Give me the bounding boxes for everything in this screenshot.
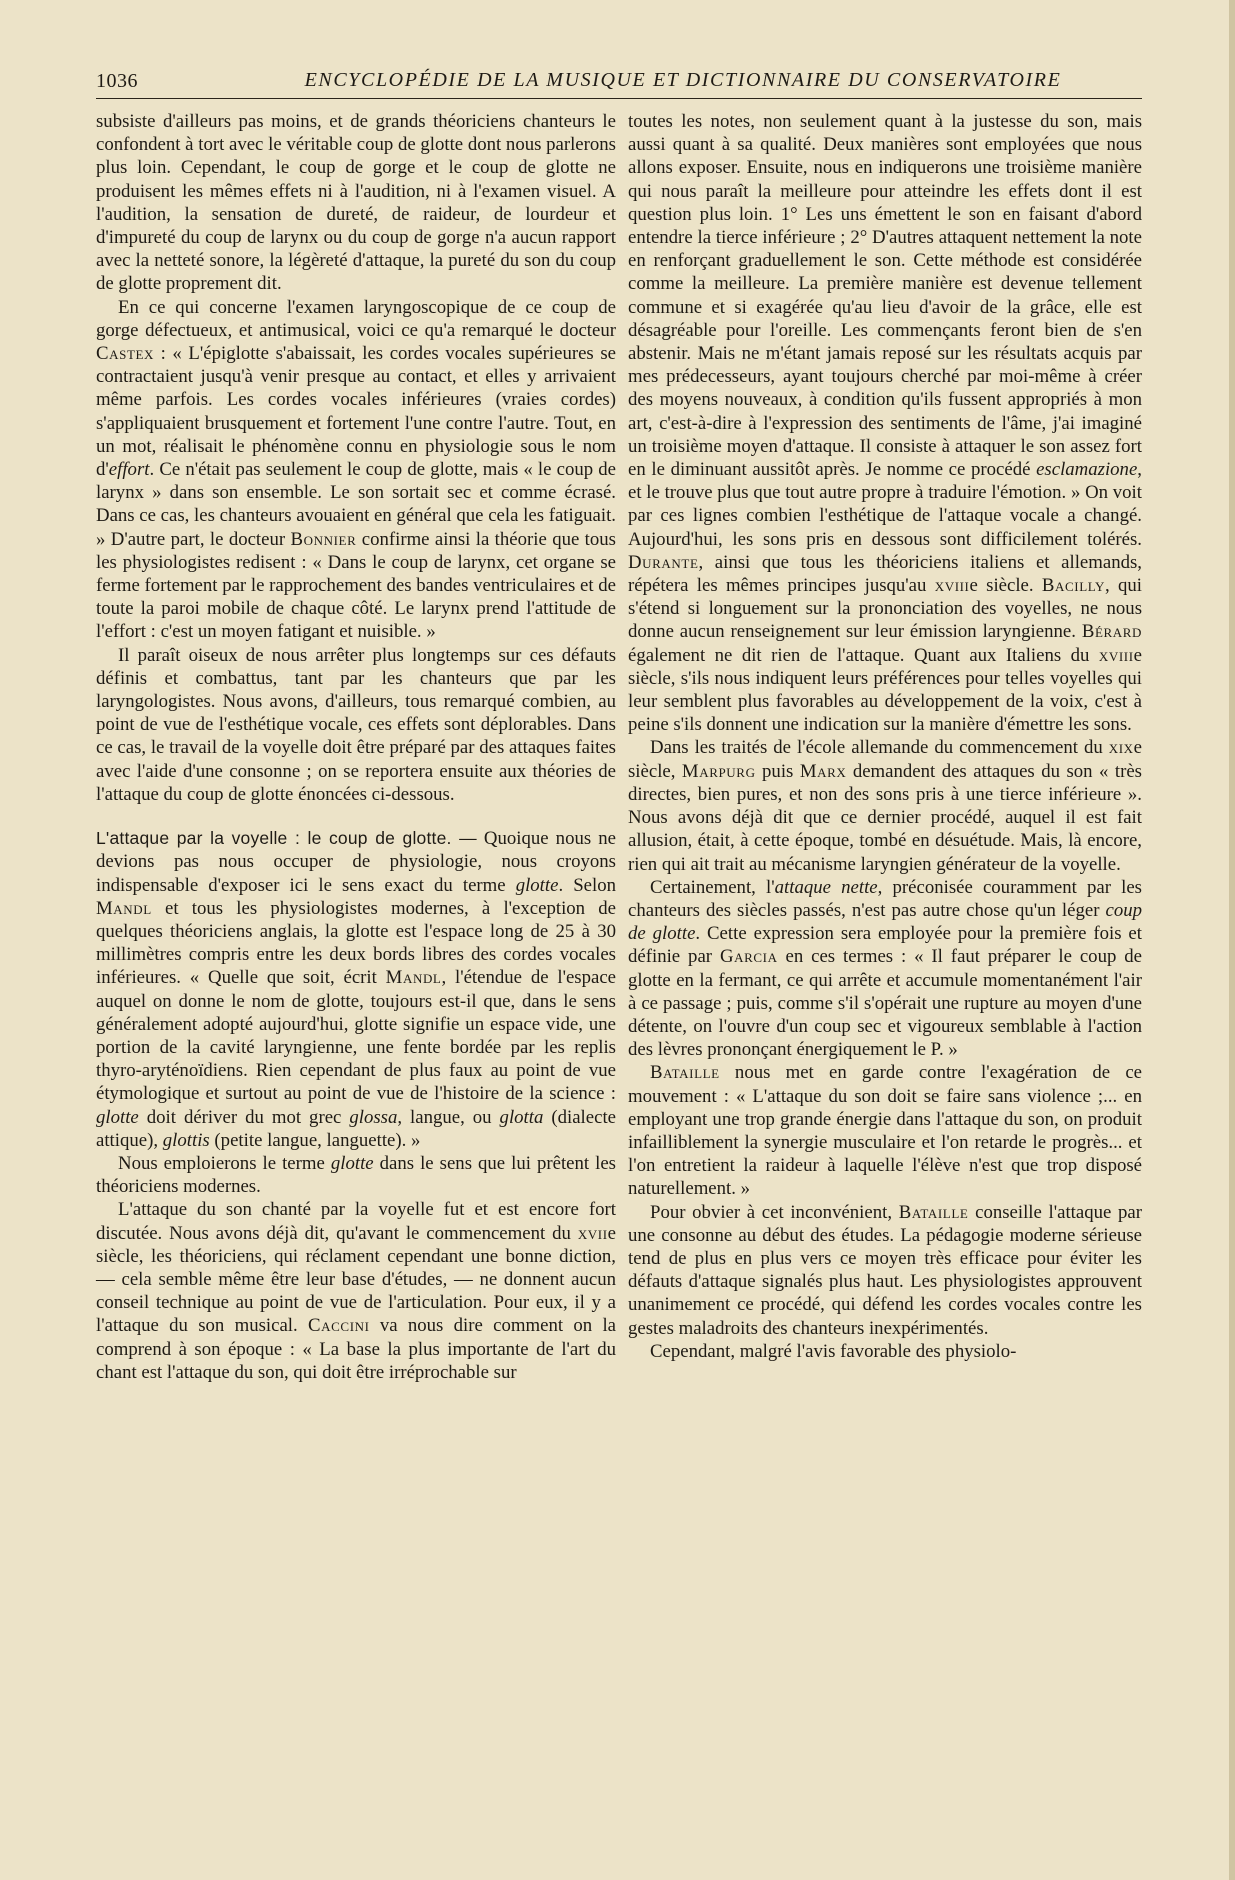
author-name: Mandl bbox=[385, 967, 442, 989]
left-column bbox=[96, 110, 616, 1384]
text-run: Certainement, l' bbox=[650, 876, 775, 898]
page-header bbox=[96, 66, 1142, 99]
paragraph: subsiste d'ailleurs pas moins, et de grands théoriciens chanteurs le confondent à tort avec le véritable coup de glotte dont nous parlerons plus loin. Cependant, le coup de gorge et le coup de glotte ne produisent les mêmes effets ni à l'audition, ni à l'examen visuel. A l'audition, la sensation de dureté, de raideur, de lourdeur et d'impureté du coup de larynx ou du coup de gorge n'a aucun rapport avec la netteté sonore, la légèreté d'attaque, la pureté du son du coup de glotte proprement dit. bbox=[96, 111, 616, 295]
author-name: Bataille bbox=[650, 1062, 720, 1084]
text-run: doit dériver du mot grec bbox=[138, 1106, 350, 1128]
text-run: (dialecte attique), bbox=[96, 1106, 616, 1151]
paragraph bbox=[628, 110, 1142, 736]
text-run: Nous emploierons le terme bbox=[118, 1152, 331, 1174]
running-title: ENCYCLOPÉDIE DE LA MUSIQUE ET DICTIONNAIRE DU CONSERVATOIRE bbox=[304, 69, 1062, 91]
page-number: 1036 bbox=[96, 70, 138, 92]
paragraph: Cependant, malgré l'avis favorable des physiolo- bbox=[650, 1340, 1017, 1362]
text-run: (petite langue, languette). » bbox=[209, 1129, 421, 1151]
text-run: , l'étendue de l'espace auquel on donne le nom de glotte, toujours est-il que, dans le sens généralement adopté aujourd'hui, glotte signifie un espace vide, une portion de la cavité laryngienne, une fente bordée par les replis thyro-aryténoïdiens. Rien cependant de plus faux au point de vue étymologique et surtout au point de vue de l'histoire de la science : bbox=[96, 967, 617, 1105]
text-run: , préconisée couramment par les chanteurs des siècles passés, n'est pas autre chose qu'un léger bbox=[628, 876, 1142, 921]
italic-term: attaque nette bbox=[774, 876, 878, 898]
text-run: en ces termes : « Il faut préparer le coup de glotte en la fermant, ce qui arrête et accumule momentanément l'air à ce passage ; puis, comme s'il s'opérait une rupture au moyen d'une détente, on l'ouvre d'un coup sec et vigoureux semblable à l'action des lèvres prononçant énergiquement le P. » bbox=[628, 946, 1142, 1061]
text-run: , qui s'étend si longuement sur la prononciation des voyelles, ne nous donne aucun renseignement sur leur émission laryngienne. bbox=[628, 575, 1142, 643]
author-name: Bérard bbox=[1081, 621, 1142, 643]
text-run: , langue, ou bbox=[397, 1106, 500, 1128]
italic-term: glotte bbox=[96, 1106, 139, 1128]
italic-term: coup de glotte bbox=[628, 899, 1142, 945]
text-run: , ainsi que tous les théoriciens italiens et allemands, répétera les mêmes principes jusqu'au bbox=[628, 551, 1142, 597]
text-run: confirme ainsi la théorie que tous les physiologistes redisent : « Dans le coup de larynx, cet organe se ferme fortement par le rapprochement des bandes ventriculaires et de toute la paroi mobile de chaque côté. Le larynx prend l'attitude de l'effort : c'est un moyen fatigant et nuisible. » bbox=[96, 528, 616, 643]
text-run: nous met en garde contre l'exagération de ce mouvement : « L'attaque du son doit se faire sans violence ;... en employant une trop grande énergie dans l'attaque du son, on produit infailliblement la synergie musculaire et l'on retarde le progrès... et l'on entretient la raideur à laquelle l'élève n'est que trop disposé naturellement. » bbox=[628, 1062, 1142, 1200]
author-name: Marx bbox=[799, 760, 847, 782]
paragraph bbox=[628, 1061, 1142, 1200]
italic-term: effort bbox=[108, 459, 150, 481]
text-run: puis bbox=[755, 760, 800, 782]
paragraph bbox=[96, 296, 616, 644]
century-numeral: xviii bbox=[934, 575, 970, 597]
text-run: demandent des attaques du son « très directes, bien pures, et non des sons pris à une tierce inférieure ». Nous avons déjà dit que ce dernier procédé, auquel il est fait allusion, était, à cette époque, tombé en désuétude. Mais, là encore, rien qui ait trait au mécanisme laryngien générateur de la voyelle. bbox=[628, 760, 1142, 875]
text-run: conseille l'attaque par une consonne au début des études. La pédagogie moderne sérieuse tend de plus en plus vers ce moyen très efficace pour éviter les défauts d'attaque signalés plus haut. Les physiologistes approuvent unanimement ce procédé, qui défend les cordes vocales contre les gestes maladroits des chanteurs inexpérimentés. bbox=[628, 1201, 1142, 1339]
text-run: et tous les physiologistes modernes, à l'exception de quelques théoriciens anglais, la glotte est l'espace long de 25 à 30 millimètres compris entre les deux bords libres des cordes vocales inférieures. « Quelle que soit, écrit bbox=[96, 897, 616, 989]
text-run: En ce qui concerne l'examen laryngoscopique de ce coup de gorge défectueux, et antimusical, voici ce qu'a remarqué le docteur bbox=[96, 296, 616, 341]
author-name: Castex bbox=[96, 343, 155, 365]
italic-term: glotte bbox=[515, 874, 559, 896]
italic-term: glossa bbox=[349, 1106, 398, 1128]
italic-term: esclamazione bbox=[1036, 459, 1138, 481]
paragraph: Il paraît oiseux de nous arrêter plus longtemps sur ces défauts définis et combattus, tant par les chanteurs que par les laryngologistes. Nous avons, d'ailleurs, tous remarqué combien, au point de vue de l'esthétique vocale, ces effets sont déplorables. Dans ce cas, le travail de la voyelle doit être préparé par des attaques faites avec l'aide d'une consonne ; on se reportera ensuite aux théories de l'attaque du coup de glotte énoncées ci-dessous. bbox=[96, 644, 616, 805]
century-numeral: xviii bbox=[1098, 644, 1134, 666]
author-name: Bonnier bbox=[290, 528, 357, 550]
text-run: toutes les notes, non seulement quant à la justesse du son, mais aussi quant à sa qualité. Deux manières sont employées que nous allons exposer. Ensuite, nous en indiquerons une troisième manière qui nous paraît la meilleure pour atteindre les effets dont il est question plus loin. 1° Les uns émettent le son en faisant d'abord entendre la tierce inférieure ; 2° D'autres attaquent nettement la note en renforçant graduellement le son. Cette méthode est considérée comme la meilleure. La première manière est devenue tellement commune et si exagérée qu'au lieu d'avoir de la grâce, elle est désagréable pour l'oreille. Les commençants feront bien de s'en abstenir. Mais ne m'étant jamais reposé sur les résultats acquis par mes prédecesseurs, ayant toujours cherché par moi-même à créer des moyens nouveaux, à condition qu'ils fussent appropriés à mon art, c'est-à-dire à l'expression des sentiments de l'âme, j'ai imaginé un troisième moyen d'attaque. Il consiste à attaquer le son assez fort en le diminuant aussitôt après. Je nomme ce procédé bbox=[628, 111, 1142, 481]
text-run: dans le sens que lui prêtent les théoriciens modernes. bbox=[96, 1152, 616, 1198]
author-name: Mandl bbox=[96, 897, 152, 919]
text-run: , et le trouve plus que tout autre propre à traduire l'émotion. » On voit par ces lignes combien l'esthétique de l'attaque vocale a changé. Aujourd'hui, les sons pris en dessous sont difficilement tolérés. bbox=[628, 459, 1142, 550]
paragraph bbox=[628, 1201, 1142, 1340]
text-run: . Selon bbox=[558, 874, 616, 896]
text-run: e siècle, bbox=[628, 737, 1142, 782]
paragraph bbox=[628, 736, 1142, 875]
author-name: Marpurg bbox=[681, 760, 756, 782]
text-run: Dans les traités de l'école allemande du commencement du bbox=[650, 737, 1109, 759]
italic-term: glotte bbox=[330, 1152, 374, 1174]
text-run: également ne dit rien de l'attaque. Quant aux Italiens du bbox=[628, 644, 1099, 666]
paragraph bbox=[628, 876, 1142, 1062]
paragraph bbox=[96, 827, 616, 1152]
century-numeral: xix bbox=[1108, 737, 1134, 759]
text-run: : « L'épiglotte s'abaissait, les cordes vocales supérieures se contractaient jusqu'à venir presque au contact, et elles y arrivaient même parfois. Les cordes vocales inférieures (vraies cordes) s'appliquaient brusquement et fortement l'une contre l'autre. Tout, en un mot, réalisait le phénomène connu en physiologie sous le nom d' bbox=[96, 343, 616, 481]
page-edge bbox=[1229, 0, 1235, 1880]
text-run: e siècle. bbox=[969, 575, 1042, 597]
author-name: Bacilly bbox=[1041, 575, 1105, 597]
text-run: e siècle, s'ils nous indiquent leurs préférences pour telles voyelles qui leur semblent plus favorables au développement de la voix, c'est à peine s'ils donnent une indication sur la manière d'émettre les sons. bbox=[628, 644, 1142, 736]
text-run: Quoique nous ne devions pas nous occuper de physiologie, nous croyons indispensable d'exposer ici le sens exact du terme bbox=[96, 828, 616, 896]
text-run: e siècle, les théoriciens, qui réclament cependant une bonne diction, — cela semble même être leur base d'études, — ne donnent aucun conseil technique au point de vue de l'articulation. Pour eux, il y a l'attaque du son musical. bbox=[96, 1222, 616, 1337]
text-run: . Ce n'était pas seulement le coup de glotte, mais « le coup de larynx » dans son ensemble. Le son sortait sec et comme écrasé. Dans ce cas, les chanteurs avouaient en général que cela les fatiguait. » D'autre part, le docteur bbox=[96, 459, 616, 550]
text-run: Pour obvier à cet inconvénient, bbox=[650, 1201, 899, 1223]
text-run: . Cette expression sera employée pour la première fois et définie par bbox=[628, 923, 1142, 968]
century-numeral: xvii bbox=[577, 1222, 608, 1244]
text-run: va nous dire comment on la comprend à son époque : « La base la plus importante de l'art du chant est l'attaque du son, qui doit être irréprochable sur bbox=[96, 1315, 616, 1383]
author-name: Garcia bbox=[719, 946, 778, 968]
paragraph bbox=[96, 1198, 616, 1384]
author-name: Bataille bbox=[898, 1201, 969, 1223]
author-name: Durante bbox=[628, 551, 699, 573]
right-column bbox=[628, 110, 1142, 1363]
author-name: Caccini bbox=[308, 1315, 370, 1337]
section-title: L'attaque par la voyelle : le coup de glotte. — bbox=[96, 828, 477, 849]
italic-term: glotta bbox=[499, 1106, 544, 1128]
paragraph bbox=[96, 1152, 616, 1198]
text-run: L'attaque du son chanté par la voyelle fut et est encore fort discutée. Nous avons déjà dit, qu'avant le commencement du bbox=[96, 1199, 616, 1244]
italic-term: glottis bbox=[162, 1129, 210, 1151]
